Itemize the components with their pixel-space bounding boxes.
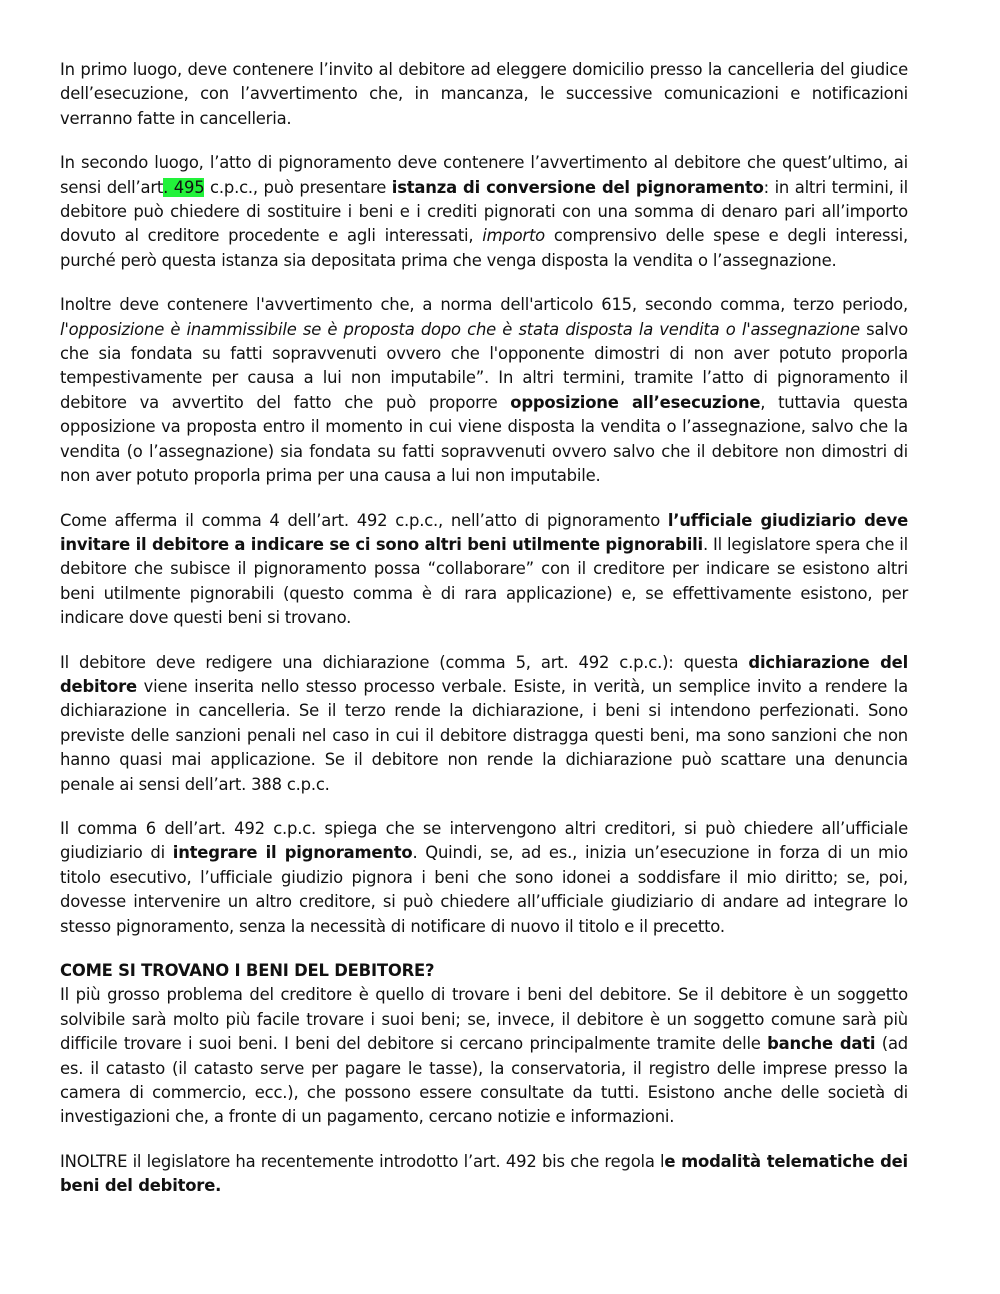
text-run: Inoltre deve contenere l'avvertimento che, a norma dell'articolo 615, secondo comma, terzo periodo, xyxy=(60,295,908,315)
text-run: , tuttavia questa opposizione va proposta entro il momento in cui viene disposta la vendita o l’assegnazione, salvo che la vendita (o l’assegnazione) sia fondata su fatti sopravvenuti ovvero salvo che il debitore non dimostri di non aver potuto proporla prima per una causa a lui non imputabile. xyxy=(60,392,908,486)
bold-term-databases: banche dati xyxy=(767,1034,876,1054)
paragraph-comma-4 xyxy=(60,509,908,631)
paragraph-comma-6 xyxy=(60,817,908,939)
text-run: . Il legislatore spera che il debitore che subisce il pignoramento possa “collaborare” con il creditore per indicare se esistono altri beni utilmente pignorabili (questo comma è di rara applicazione) e, se effettivamente esistono, per indicare dove questi beni si trovano. xyxy=(60,534,909,628)
text-run: comprensivo delle spese e degli interessi, purché però questa istanza sia depositata prima che venga disposta la vendita o l’assegnazione. xyxy=(60,226,908,270)
paragraph-492-bis xyxy=(60,1150,908,1199)
text-run: In secondo luogo, l’atto di pignoramento deve contenere l’avvertimento al debitore che quest’ultimo, ai sensi dell’art xyxy=(60,153,908,197)
bold-term-opposition: opposizione all’esecuzione xyxy=(510,392,761,412)
text-run: salvo che sia fondata su fatti sopravvenuti ovvero che l'opponente dimostri di non aver potuto proporla tempestivamente per causa a lui non imputabile”. In altri termini, tramite l’atto di pignoramento il debitore va avvertito del fatto che può proporre xyxy=(60,319,908,412)
document-page xyxy=(60,58,908,1199)
paragraph-domicile xyxy=(60,58,908,131)
bold-term-integrate: integrare il pignoramento xyxy=(172,843,413,863)
paragraph-comma-5 xyxy=(60,651,908,797)
text-run: Come afferma il comma 4 dell’art. 492 c.p.c., nell’atto di pignoramento xyxy=(60,510,668,530)
italic-quote-opposition: l'opposizione è inammissibile se è proposta dopo che è stata disposta la vendita o l'assegnazione xyxy=(60,319,860,339)
highlighted-article-number: . 495 xyxy=(163,177,205,197)
paragraph-find-assets xyxy=(60,983,908,1129)
bold-term-telematic: e modalità telematiche dei beni del debitore. xyxy=(60,1151,908,1196)
text-run: c.p.c., può presentare xyxy=(204,177,392,197)
bold-term-declaration: dichiarazione del debitore xyxy=(60,652,908,696)
text-run: viene inserita nello stesso processo verbale. Esiste, in verità, un semplice invito a rendere la dichiarazione in cancelleria. Se il terzo rende la dichiarazione, i beni si intendono perfezionati. Sono previste delle sanzioni penali nel caso in cui il debitore distragga questi beni, ma sono sanzioni che non hanno quasi mai applicazione. Se il debitore non rende la dichiarazione può scattare una denuncia penale ai sensi dell’art. 388 c.p.c. xyxy=(60,676,908,794)
italic-term-importo: importo xyxy=(482,226,546,246)
text-run: : in altri termini, il debitore può chiedere di sostituire i beni e i crediti pignorati con una somma di denaro pari all’importo dovuto al creditore procedente e agli interessati, xyxy=(60,177,908,246)
paragraph-conversion xyxy=(60,151,908,273)
paragraph-opposition xyxy=(60,293,908,488)
text-run: Il debitore deve redigere una dichiarazione (comma 5, art. 492 c.p.c.): questa xyxy=(60,652,749,672)
paragraph-text: In primo luogo, deve contenere l’invito al debitore ad eleggere domicilio presso la cancelleria del giudice dell’esecuzione, con l’avvertimento che, in mancanza, le successive comunicazioni e notificazioni verranno fatte in cancelleria. xyxy=(60,60,908,128)
section-heading: COME SI TROVANO I BENI DEL DEBITORE? xyxy=(60,961,435,980)
text-run: Il più grosso problema del creditore è quello di trovare i beni del debitore. Se il debitore è un soggetto solvibile sarà molto più facile trovare i suoi beni; se, invece, il debitore è un soggetto comune sarà più difficile trovare i suoi beni. I beni del debitore si cercano principalmente tramite delle xyxy=(60,985,908,1054)
text-run: (ad es. il catasto (il catasto serve per pagare le tasse), la conservatoria, il registro delle imprese presso la camera di commercio, ecc.), che possono essere consultate da tutti. Esistono anche delle società di investigazioni che, a fronte di un pagamento, cercano notizie e informazioni. xyxy=(60,1034,908,1127)
text-run: . Quindi, se, ad es., inizia un’esecuzione in forza di un mio titolo esecutivo, l’ufficiale giudizio pignora i beni che sono idonei a soddisfare il mio diritto; se, poi, dovesse intervenire un altro creditore, si può chiedere all’ufficiale giudiziario di andare ad integrare lo stesso pignoramento, senza la necessità di notificare di nuovo il titolo e il precetto. xyxy=(60,843,908,936)
text-run: Il comma 6 dell’art. 492 c.p.c. spiega che se intervengono altri creditori, si può chiedere all’ufficiale giudiziario di xyxy=(60,818,908,863)
bold-term-conversion: istanza di conversione del pignoramento xyxy=(391,177,764,197)
bold-term-invite-debtor: l’ufficiale giudiziario deve invitare il debitore a indicare se ci sono altri beni utilmente pignorabili xyxy=(60,510,908,554)
text-run: INOLTRE il legislatore ha recentemente introdotto l’art. 492 bis che regola l xyxy=(60,1151,665,1171)
